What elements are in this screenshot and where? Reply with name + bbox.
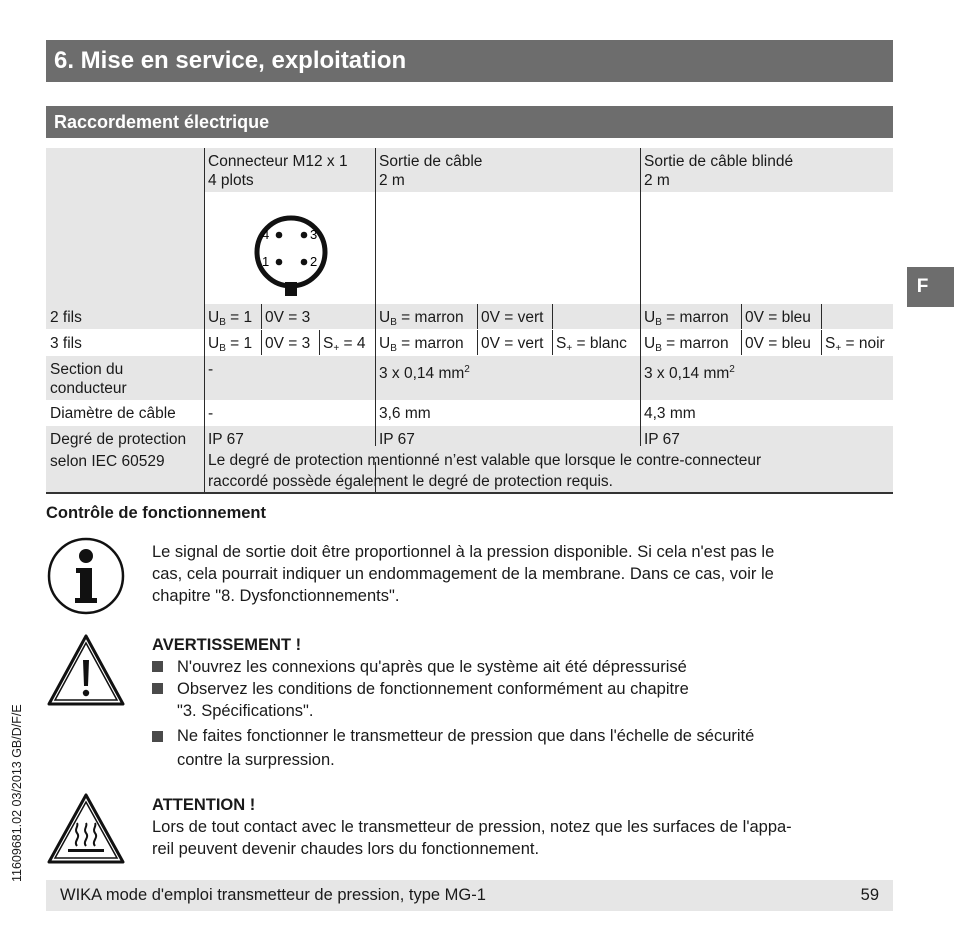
pin-label: 1 [262, 254, 270, 269]
row-label-3-wires: 3 fils [50, 335, 82, 352]
pin-label: 3 [310, 227, 318, 242]
protection-note-2: raccordé possède également le degré de protection requis. [208, 473, 613, 490]
m12-0v-3w: 0V = 3 [265, 335, 311, 352]
attention-title: ATTENTION ! [152, 796, 256, 814]
cable-splus-3w: $S_+$ = blanc [556, 335, 627, 354]
m12-diameter: - [208, 405, 214, 422]
shielded-0v-2w: 0V = bleu [745, 309, 811, 326]
language-tab: F [907, 267, 954, 307]
info-icon [46, 536, 126, 616]
list-item: N'ouvrez les connexions qu'après que le système ait été dépressurisé [152, 656, 892, 678]
row-label-protection-2: selon IEC 60529 [50, 453, 165, 470]
header-shielded-line1: Sortie de câble blindé [644, 153, 794, 170]
cable-protection: IP 67 [379, 431, 415, 448]
warning-icon [46, 632, 126, 708]
shielded-splus-3w: $S_+$ = noir [825, 335, 885, 354]
protection-note-1: Le degré de protection mentionné n’est valable que lorsque le contre-connecteur [208, 452, 762, 469]
hot-surface-icon [46, 792, 126, 866]
electrical-connection-table [46, 148, 893, 494]
m12-splus-3w: $S_+ = 4$ [323, 335, 366, 354]
shielded-diameter: 4,3 mm [644, 405, 696, 422]
shielded-section: 3 x 0,14 $mm^2$ [644, 364, 735, 382]
list-item: Ne faites fonctionner le transmetteur de pression que dans l'échelle de sécurité contre la surpression. [152, 724, 892, 772]
warning-list [152, 656, 892, 772]
header-m12-line2: 4 plots [208, 172, 254, 189]
document-code: 11609681.02 03/2013 GB/D/F/E [10, 704, 24, 882]
row-label-diameter: Diamètre de câble [50, 405, 176, 422]
pin-label: 4 [262, 227, 270, 242]
m12-0v-2w: 0V = 3 [265, 309, 311, 326]
pin-label: 2 [310, 254, 318, 269]
row-label-section-2: conducteur [50, 380, 127, 397]
attention-paragraph: Lors de tout contact avec le transmetteur de pression, notez que les surfaces de l'appa- reil peuvent devenir chaudes lors du fonctionnement. [152, 818, 792, 858]
shielded-ub-2w: $U_B$ = marron [644, 309, 729, 328]
row-label-protection-1: Degré de protection [50, 431, 187, 448]
cable-ub-2w: $U_B$ = marron [379, 309, 464, 328]
footer-text: WIKA mode d'emploi transmetteur de pression, type MG-1 [60, 886, 486, 904]
m12-protection: IP 67 [208, 431, 244, 448]
m12-section: - [208, 361, 214, 378]
row-label-section-1: Section du [50, 361, 124, 378]
m12-ub-3w: $U_B = 1$ [208, 335, 253, 354]
cable-section: 3 x 0,14 $mm^2$ [379, 364, 470, 382]
page-number: 59 [860, 886, 879, 904]
shielded-protection: IP 67 [644, 431, 680, 448]
list-item: Observez les conditions de fonctionnement conformément au chapitre "3. Spécifications". [152, 678, 892, 722]
cable-ub-3w: $U_B$ = marron [379, 335, 464, 354]
header-m12-line1: Connecteur M12 x 1 [208, 153, 348, 170]
chapter-title: 6. Mise en service, exploitation [46, 40, 893, 82]
header-shielded-line2: 2 m [644, 172, 670, 189]
warning-title: AVERTISSEMENT ! [152, 636, 302, 654]
row-label-2-wires: 2 fils [50, 309, 82, 326]
cable-0v-3w: 0V = vert [481, 335, 544, 352]
cable-diameter: 3,6 mm [379, 405, 431, 422]
shielded-0v-3w: 0V = bleu [745, 335, 811, 352]
m12-ub-2w: $U_B = 1$ [208, 309, 253, 328]
header-cable-line1: Sortie de câble [379, 153, 483, 170]
header-cable-line2: 2 m [379, 172, 405, 189]
cable-0v-2w: 0V = vert [481, 309, 544, 326]
function-check-heading: Contrôle de fonctionnement [46, 504, 266, 522]
page-footer [46, 880, 893, 911]
section-title: Raccordement électrique [46, 106, 893, 138]
info-paragraph: Le signal de sortie doit être proportionnel à la pression disponible. Si cela n'est pas le cas, cela pourrait indiquer un endommagement de la membrane. Dans ce cas, voir le chapitre "8. Dysfonctionnements". [152, 543, 775, 605]
shielded-ub-3w: $U_B$ = marron [644, 335, 729, 354]
m12-connector-pinout-icon [240, 208, 342, 300]
